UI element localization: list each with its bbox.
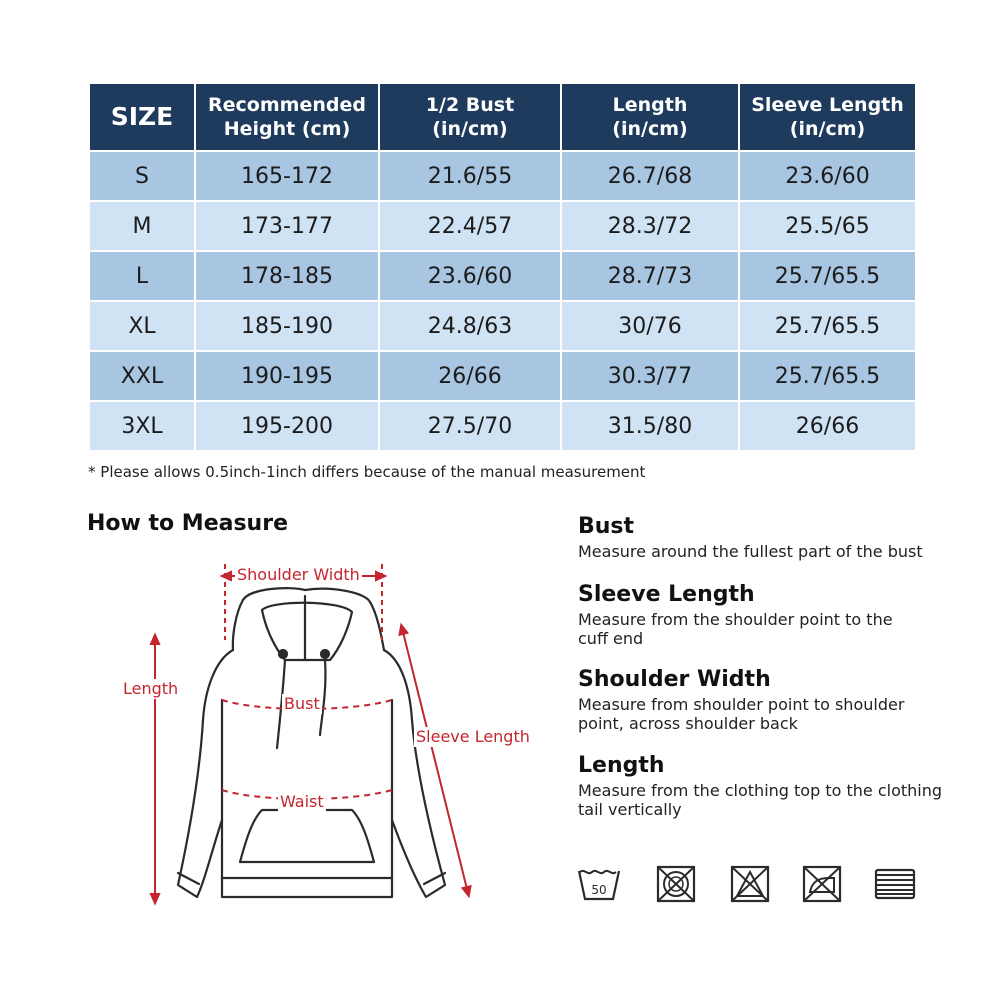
height-cell: 195-200 bbox=[196, 402, 378, 452]
height-cell: 165-172 bbox=[196, 152, 378, 202]
height-cell: 173-177 bbox=[196, 202, 378, 252]
length-cell: 31.5/80 bbox=[562, 402, 738, 452]
sleeve-cell: 25.7/65.5 bbox=[740, 252, 915, 302]
size-cell: XL bbox=[90, 302, 194, 352]
definition-title: Shoulder Width bbox=[578, 667, 771, 692]
header-recommended-height: Recommended Height (cm) bbox=[196, 84, 378, 152]
wash-temp-label: 50 bbox=[591, 883, 607, 897]
table-row bbox=[90, 202, 915, 252]
shoulder-width-label: Shoulder Width bbox=[237, 565, 360, 584]
header-half-bust: 1/2 Bust (in/cm) bbox=[380, 84, 560, 152]
bust-cell: 23.6/60 bbox=[380, 252, 560, 302]
size-cell: M bbox=[90, 202, 194, 252]
height-cell: 185-190 bbox=[196, 302, 378, 352]
height-cell: 190-195 bbox=[196, 352, 378, 402]
definition-title: Length bbox=[578, 753, 665, 778]
definition-title: Bust bbox=[578, 514, 635, 539]
definition-sleeve-length bbox=[578, 581, 938, 648]
wash-50-icon bbox=[577, 864, 621, 904]
sleeve-cell: 25.5/65 bbox=[740, 202, 915, 252]
bust-cell: 21.6/55 bbox=[380, 152, 560, 202]
size-chart-table bbox=[88, 84, 917, 452]
sleeve-length-label: Sleeve Length bbox=[416, 727, 530, 746]
length-cell: 26.7/68 bbox=[562, 152, 738, 202]
table-row bbox=[90, 302, 915, 352]
definition-text: Measure from the shoulder point to the cuff end bbox=[578, 610, 893, 648]
sleeve-cell: 26/66 bbox=[740, 402, 915, 452]
do-not-iron-icon bbox=[800, 864, 844, 904]
sleeve-cell: 25.7/65.5 bbox=[740, 352, 915, 402]
waist-label: Waist bbox=[280, 792, 324, 811]
table-row bbox=[90, 152, 915, 202]
size-cell: S bbox=[90, 152, 194, 202]
length-cell: 28.3/72 bbox=[562, 202, 738, 252]
bust-cell: 27.5/70 bbox=[380, 402, 560, 452]
definition-text: Measure from the clothing top to the clothing tail vertically bbox=[578, 781, 943, 819]
sleeve-cell: 23.6/60 bbox=[740, 152, 915, 202]
definition-length bbox=[578, 752, 943, 819]
table-header-row bbox=[90, 84, 915, 152]
header-sleeve-length: Sleeve Length (in/cm) bbox=[740, 84, 915, 152]
pocket-outline bbox=[240, 810, 374, 862]
header-size: SIZE bbox=[90, 84, 194, 152]
definition-text: Measure from shoulder point to shoulder point, across shoulder back bbox=[578, 695, 905, 733]
bust-label: Bust bbox=[284, 694, 320, 713]
bust-cell: 22.4/57 bbox=[380, 202, 560, 252]
how-to-measure-title: How to Measure bbox=[87, 511, 288, 536]
table-row bbox=[90, 252, 915, 302]
table-row bbox=[90, 352, 915, 402]
definition-title: Sleeve Length bbox=[578, 582, 755, 607]
size-cell: XXL bbox=[90, 352, 194, 402]
sleeve-cell: 25.7/65.5 bbox=[740, 302, 915, 352]
length-cell: 28.7/73 bbox=[562, 252, 738, 302]
height-cell: 178-185 bbox=[196, 252, 378, 302]
dry-flat-icon bbox=[873, 864, 917, 904]
bust-cell: 24.8/63 bbox=[380, 302, 560, 352]
definition-text: Measure around the fullest part of the bust bbox=[578, 542, 923, 561]
hoodie-body-outline bbox=[178, 650, 233, 897]
definition-bust bbox=[578, 513, 938, 561]
length-cell: 30.3/77 bbox=[562, 352, 738, 402]
bust-cell: 26/66 bbox=[380, 352, 560, 402]
definition-shoulder-width bbox=[578, 666, 938, 733]
length-cell: 30/76 bbox=[562, 302, 738, 352]
do-not-tumble-dry-icon bbox=[654, 864, 698, 904]
do-not-bleach-icon bbox=[728, 864, 772, 904]
size-cell: 3XL bbox=[90, 402, 194, 452]
measurement-note: * Please allows 0.5inch-1inch differs because of the manual measurement bbox=[88, 463, 646, 481]
length-label: Length bbox=[123, 679, 179, 698]
size-cell: L bbox=[90, 252, 194, 302]
table-row bbox=[90, 402, 915, 452]
header-length: Length (in/cm) bbox=[562, 84, 738, 152]
